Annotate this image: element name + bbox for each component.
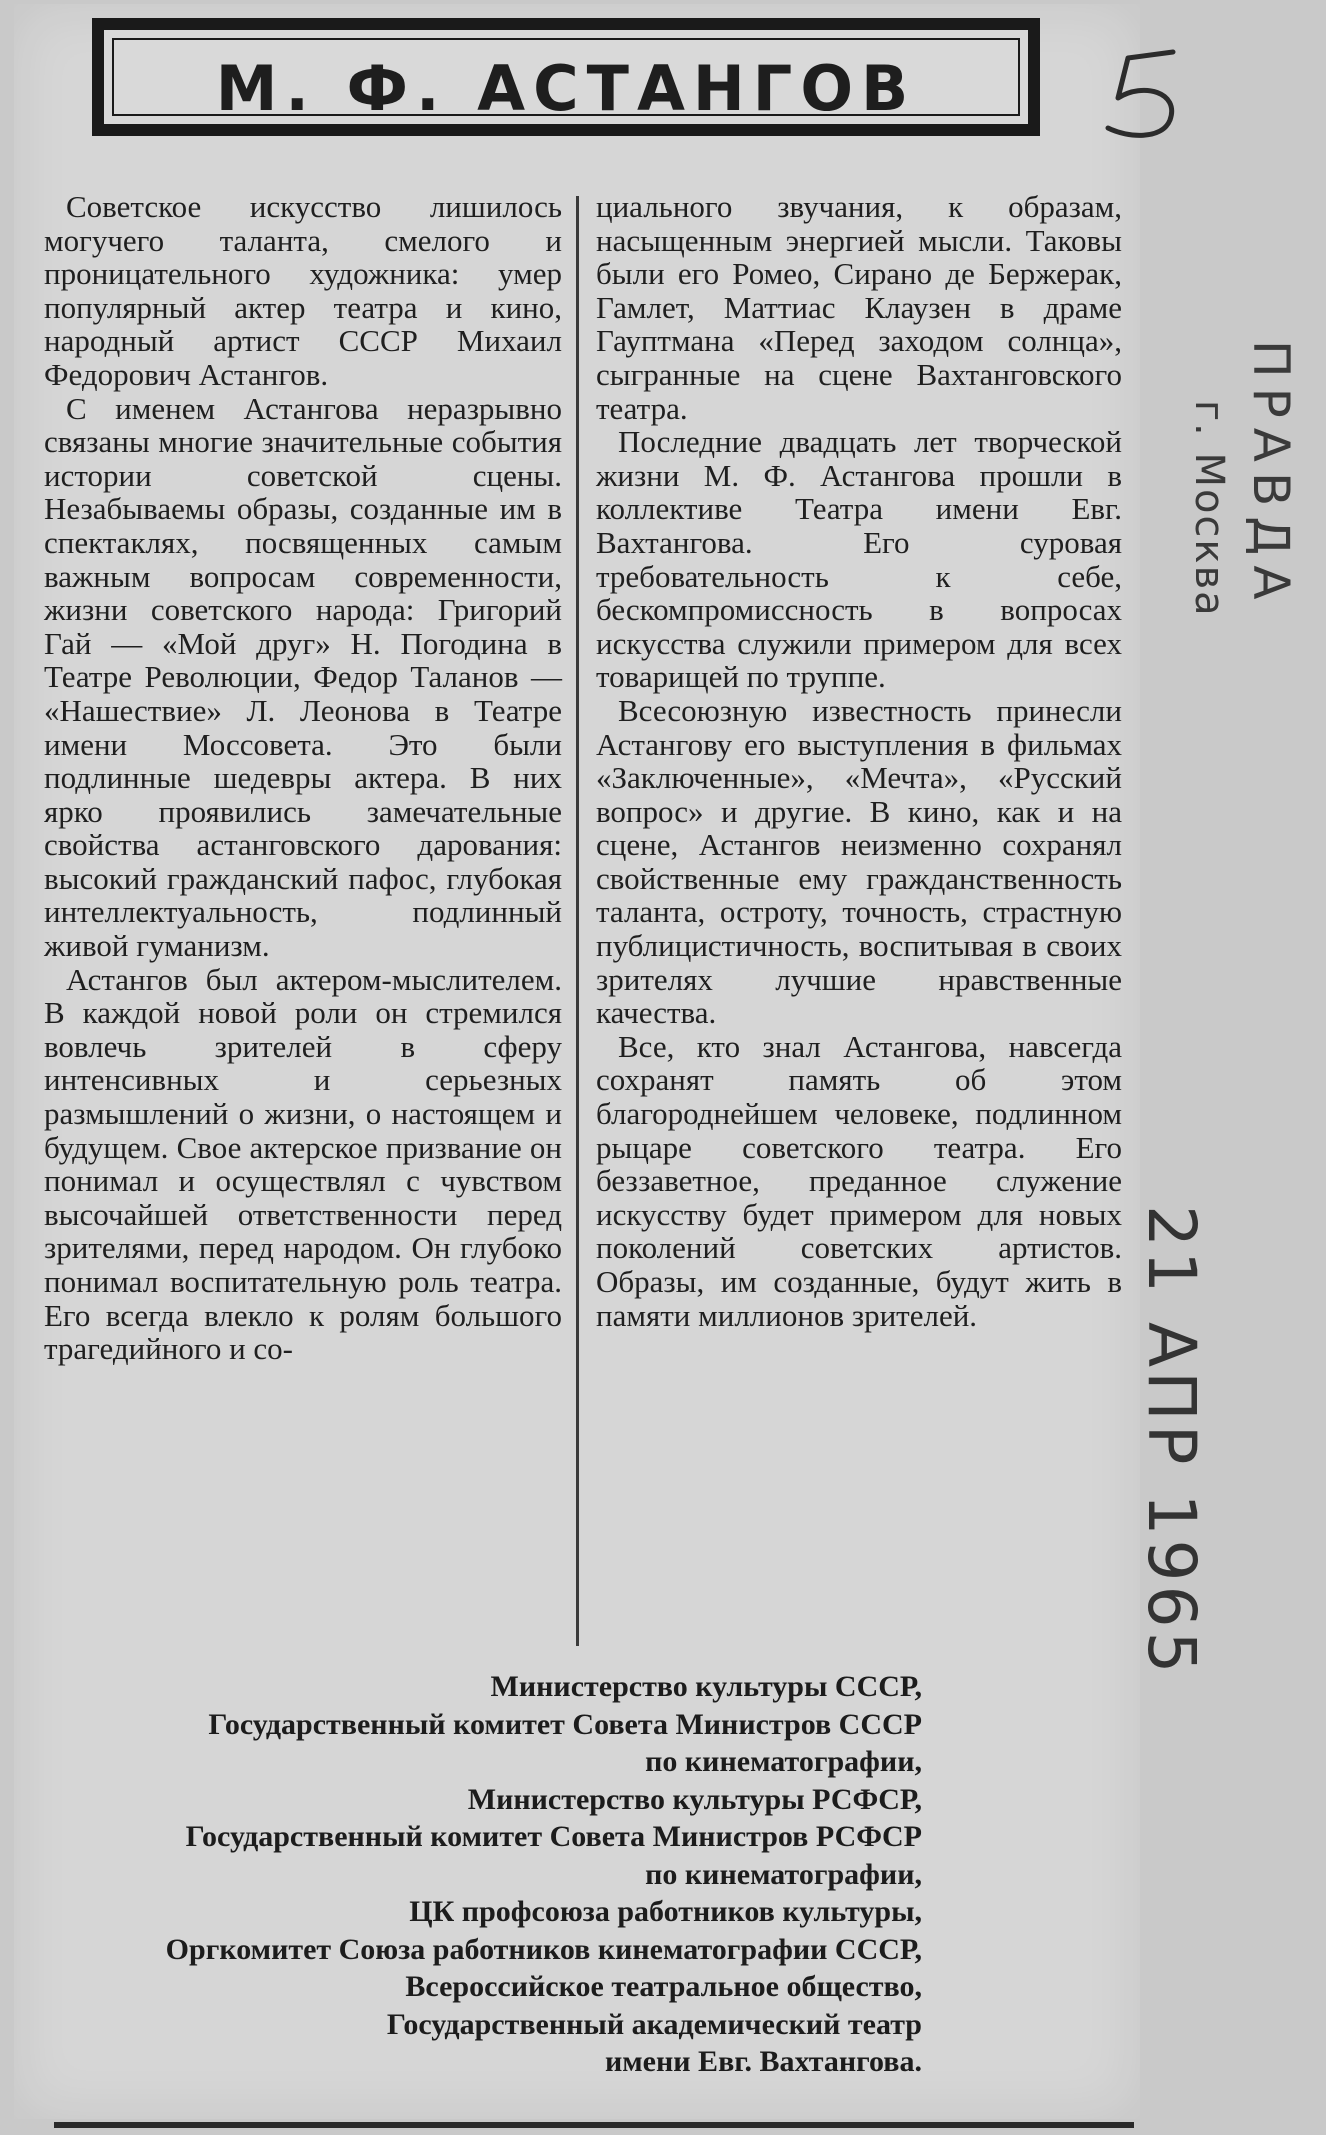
- handwritten-number-5: [1088, 40, 1198, 150]
- city-stamp: г. Москва: [1186, 400, 1232, 618]
- left-paragraph-1: Советское искусство лишилось могучего таланта, смелого и проницательного художника: умер популярный актер театра и кино, народный артист СССР Михаил Федорович Астангов.: [44, 189, 562, 392]
- right-paragraph-2: Последние двадцать лет творческой жизни М. Ф. Астангова прошли в коллективе Театра имени Евг. Вахтангова. Его суровая требовательность к себе, бескомпромиссность в вопросах искусства служили примером для всех товарищей по труппе.: [596, 424, 1122, 695]
- signature-line: Министерство культуры СССР,: [490, 1670, 922, 1703]
- date-stamp: 21 АПР 1965: [1133, 1205, 1210, 1678]
- signature-line: имени Евг. Вахтангова.: [604, 2045, 922, 2078]
- bottom-rule: [54, 2122, 1134, 2128]
- newspaper-clipping: [14, 4, 1140, 2119]
- signature-line: Государственный академический театр: [386, 2007, 922, 2041]
- signature-line: Министерство культуры РСФСР,: [467, 1782, 922, 1816]
- left-paragraph-2: С именем Астангова неразрывно связаны многие значительные события истории советской сцены. Незабываемы образы, созданные им в спектаклях, посвященных самым важным вопросам современности, жизни советского народа: Григорий Гай — «Мой друг» Н. Погодина в Театре Революции, Федор Таланов — «Нашествие» Л. Леонова в Театре имени Моссовета. Это были подлинные шедевры актера. В них ярко проявились замечательные свойства астанговского дарования: высокий гражданский пафос, глубокая интеллектуальность, подлинный живой гуманизм.: [44, 390, 562, 964]
- signature-line: Оргкомитет Союза работников кинематографии СССР,: [165, 1932, 922, 1966]
- right-paragraph-3: Всесоюзную известность принесли Астангову его выступления в фильмах «Заключенные», «Мечта», «Русский вопрос» и другие. В кино, как и на сцене, Астангов неизменно сохранял свойственные ему гражданственность таланта, остроту, точность, страстную публицистичность, воспитывая в своих зрителях лучшие нравственные качества.: [596, 692, 1122, 1031]
- signatures-block: [0, 1668, 922, 2081]
- signature-line: Всероссийское театральное общество,: [405, 1970, 922, 2003]
- signature-line: ЦК профсоюза работников культуры,: [409, 1895, 922, 1928]
- column-divider: [576, 196, 579, 1646]
- right-column: [596, 190, 1122, 1332]
- headline: М. Ф. АСТАНГОВ: [215, 52, 917, 125]
- signature-line: по кинематографии,: [645, 1857, 922, 1891]
- headline-frame: [92, 18, 1040, 136]
- signature-line: по кинематографии,: [645, 1745, 922, 1778]
- signature-line: Государственный комитет Совета Министров СССР: [208, 1707, 922, 1741]
- left-column: [44, 190, 562, 1366]
- left-paragraph-3: Астангов был актером-мыслителем. В каждой новой роли он стремился вовлечь зрителей в сферу интенсивных и серьезных размышлений о жизни, о настоящем и будущем. Свое актерское призвание он понимал и осуществлял с чувством высочайшей ответственности перед зрителями, перед народом. Он глубоко понимал воспитательную роль театра. Его всегда влекло к ролям большого трагедийного и со-: [44, 961, 562, 1367]
- signature-line: Государственный комитет Совета Министров РСФСР: [185, 1820, 922, 1853]
- newspaper-stamp: ПРАВДА: [1242, 340, 1300, 610]
- right-paragraph-1: циального звучания, к образам, насыщенным энергией мысли. Таковы были его Ромео, Сирано де Бержерак, Гамлет, Маттиас Клаузен в драме Гауптмана «Перед заходом солнца», сыгранные на сцене Вахтанговского театра.: [596, 189, 1122, 426]
- right-paragraph-4: Все, кто знал Астангова, навсегда сохранят память об этом благороднейшем человеке, подлинном рыцаре советского театра. Его беззаветное, преданное служение искусству будет примером для новых поколений советских артистов. Образы, им созданные, будут жить в памяти миллионов зрителей.: [596, 1028, 1122, 1333]
